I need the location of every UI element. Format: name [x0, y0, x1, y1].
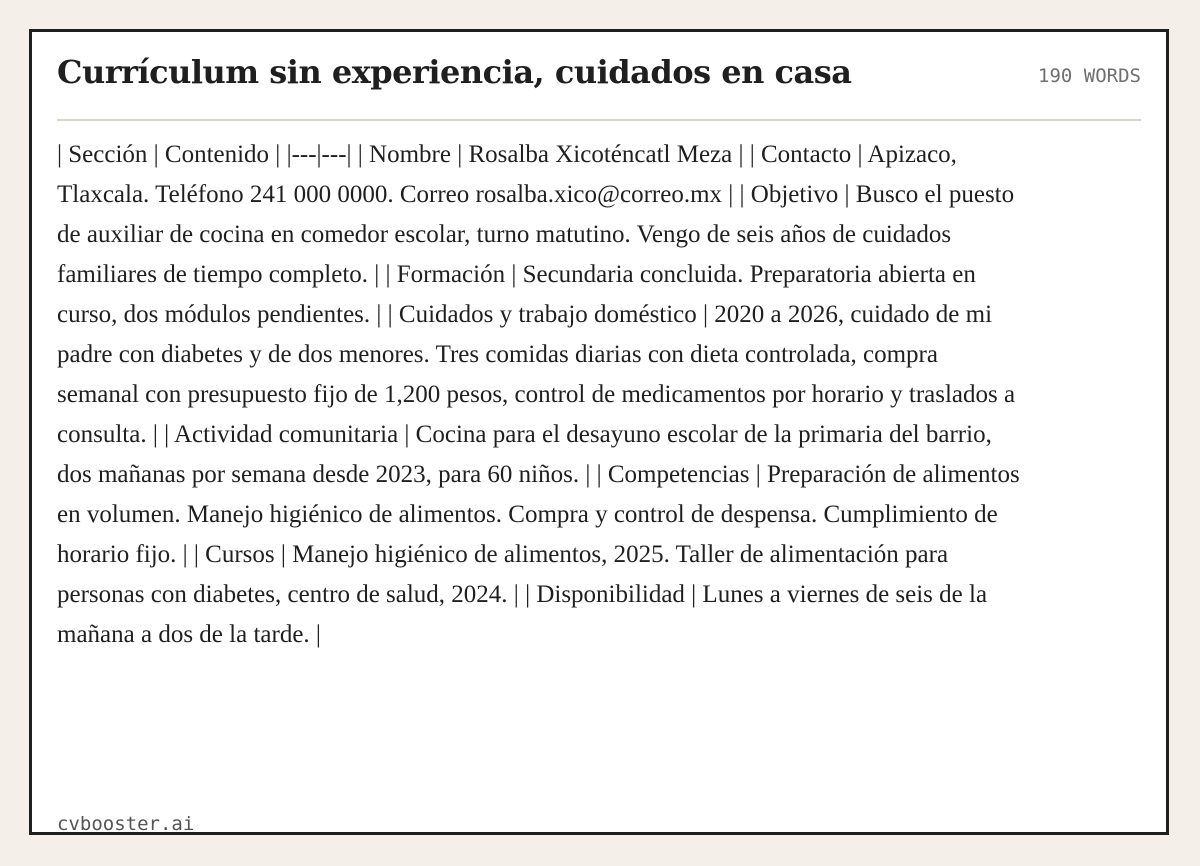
- word-count-label: 190 WORDS: [1038, 65, 1141, 87]
- brand-watermark: cvbooster.ai: [57, 813, 195, 835]
- document-header: [57, 32, 1141, 121]
- document-card: [29, 29, 1169, 835]
- document-title: Currículum sin experiencia, cuidados en casa: [57, 53, 852, 91]
- document-body: | Sección | Contenido | |---|---| | Nombre | Rosalba Xicoténcatl Meza | | Contacto | Apizaco, Tlaxcala. Teléfono 241 000 0000. Correo rosalba.xico@correo.mx | | Objetivo | Busco el puesto de auxiliar de cocina en comedor escolar, turno matutino. Vengo de seis años de cuidados familiares de tiempo completo. | | Formación | Secundaria concluida. Preparatoria abierta en curso, dos módulos pendientes. | | Cuidados y trabajo doméstico | 2020 a 2026, cuidado de mi padre con diabetes y de dos menores. Tres comidas diarias con dieta controlada, compra semanal con presupuesto fijo de 1,200 pesos, control de medicamentos por horario y traslados a consulta. | | Actividad comunitaria | Cocina para el desayuno escolar de la primaria del barrio, dos mañanas por semana desde 2023, para 60 niños. | | Competencias | Preparación de alimentos en volumen. Manejo higiénico de alimentos. Compra y control de despensa. Cumplimiento de horario fijo. | | Cursos | Manejo higiénico de alimentos, 2025. Taller de alimentación para personas con diabetes, centro de salud, 2024. | | Disponibilidad | Lunes a viernes de seis de la mañana a dos de la tarde. |: [57, 141, 1020, 648]
